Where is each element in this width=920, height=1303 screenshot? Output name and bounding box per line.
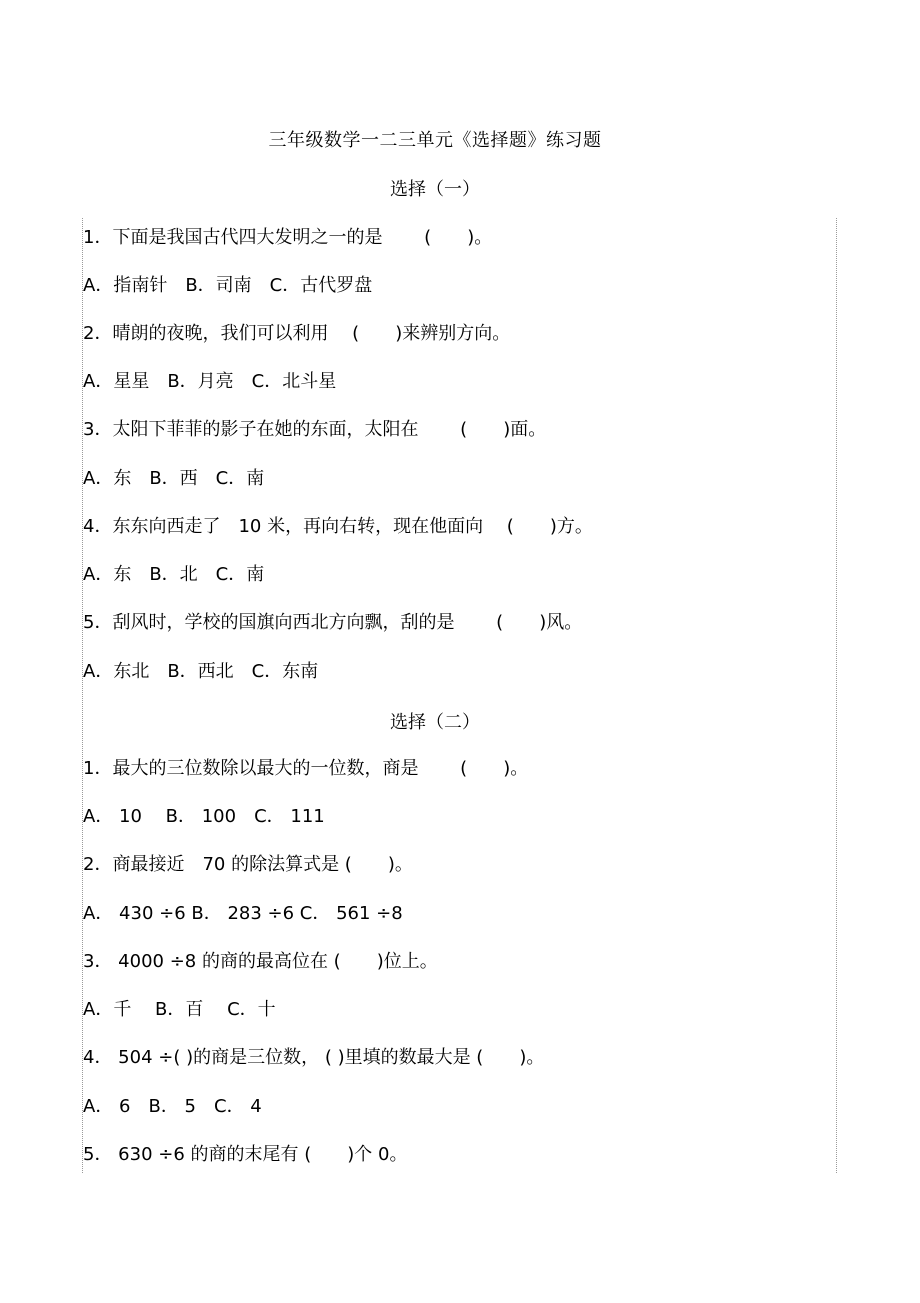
- question-line: 1．最大的三位数除以最大的一位数，商是 ( )。: [83, 758, 529, 779]
- options-line: A．指南针 B．司南 C．古代罗盘: [83, 275, 373, 296]
- question-line: 5．刮风时，学校的国旗向西北方向飘，刮的是 ( )风。: [83, 612, 583, 633]
- question-line: 3．太阳下菲菲的影子在她的东面，太阳在 ( )面。: [83, 419, 547, 440]
- question-line: 2．晴朗的夜晚，我们可以利用 ( )来辨别方向。: [83, 323, 511, 344]
- left-margin-rule: [82, 218, 83, 1173]
- question-line: 4．东东向西走了 10 米，再向右转，现在他面向 ( )方。: [83, 516, 593, 537]
- options-line: A．东 B．北 C．南: [83, 564, 265, 585]
- section-heading-2: 选择（二）: [390, 712, 480, 733]
- section-heading-1: 选择（一）: [390, 179, 480, 200]
- question-line: 3． 4000 ÷8 的商的最高位在 ( )位上。: [83, 951, 438, 972]
- options-line: A． 10 B． 100 C． 111: [83, 806, 325, 827]
- question-line: 4． 504 ÷( )的商是三位数， ( )里填的数最大是 ( )。: [83, 1047, 545, 1068]
- options-line: A．星星 B．月亮 C．北斗星: [83, 371, 337, 392]
- question-line: 5． 630 ÷6 的商的末尾有 ( )个 0。: [83, 1144, 408, 1165]
- options-line: A． 430 ÷6 B． 283 ÷6 C． 561 ÷8: [83, 903, 403, 924]
- options-line: A．千 B．百 C．十: [83, 999, 276, 1020]
- options-line: A．东 B．西 C．南: [83, 468, 265, 489]
- options-line: A． 6 B． 5 C． 4: [83, 1096, 262, 1117]
- options-line: A．东北 B．西北 C．东南: [83, 661, 319, 682]
- question-line: 2．商最接近 70 的除法算式是 ( )。: [83, 854, 413, 875]
- right-margin-rule: [836, 218, 837, 1173]
- question-line: 1．下面是我国古代四大发明之一的是 ( )。: [83, 227, 493, 248]
- worksheet-title: 三年级数学一二三单元《选择题》练习题: [268, 130, 602, 151]
